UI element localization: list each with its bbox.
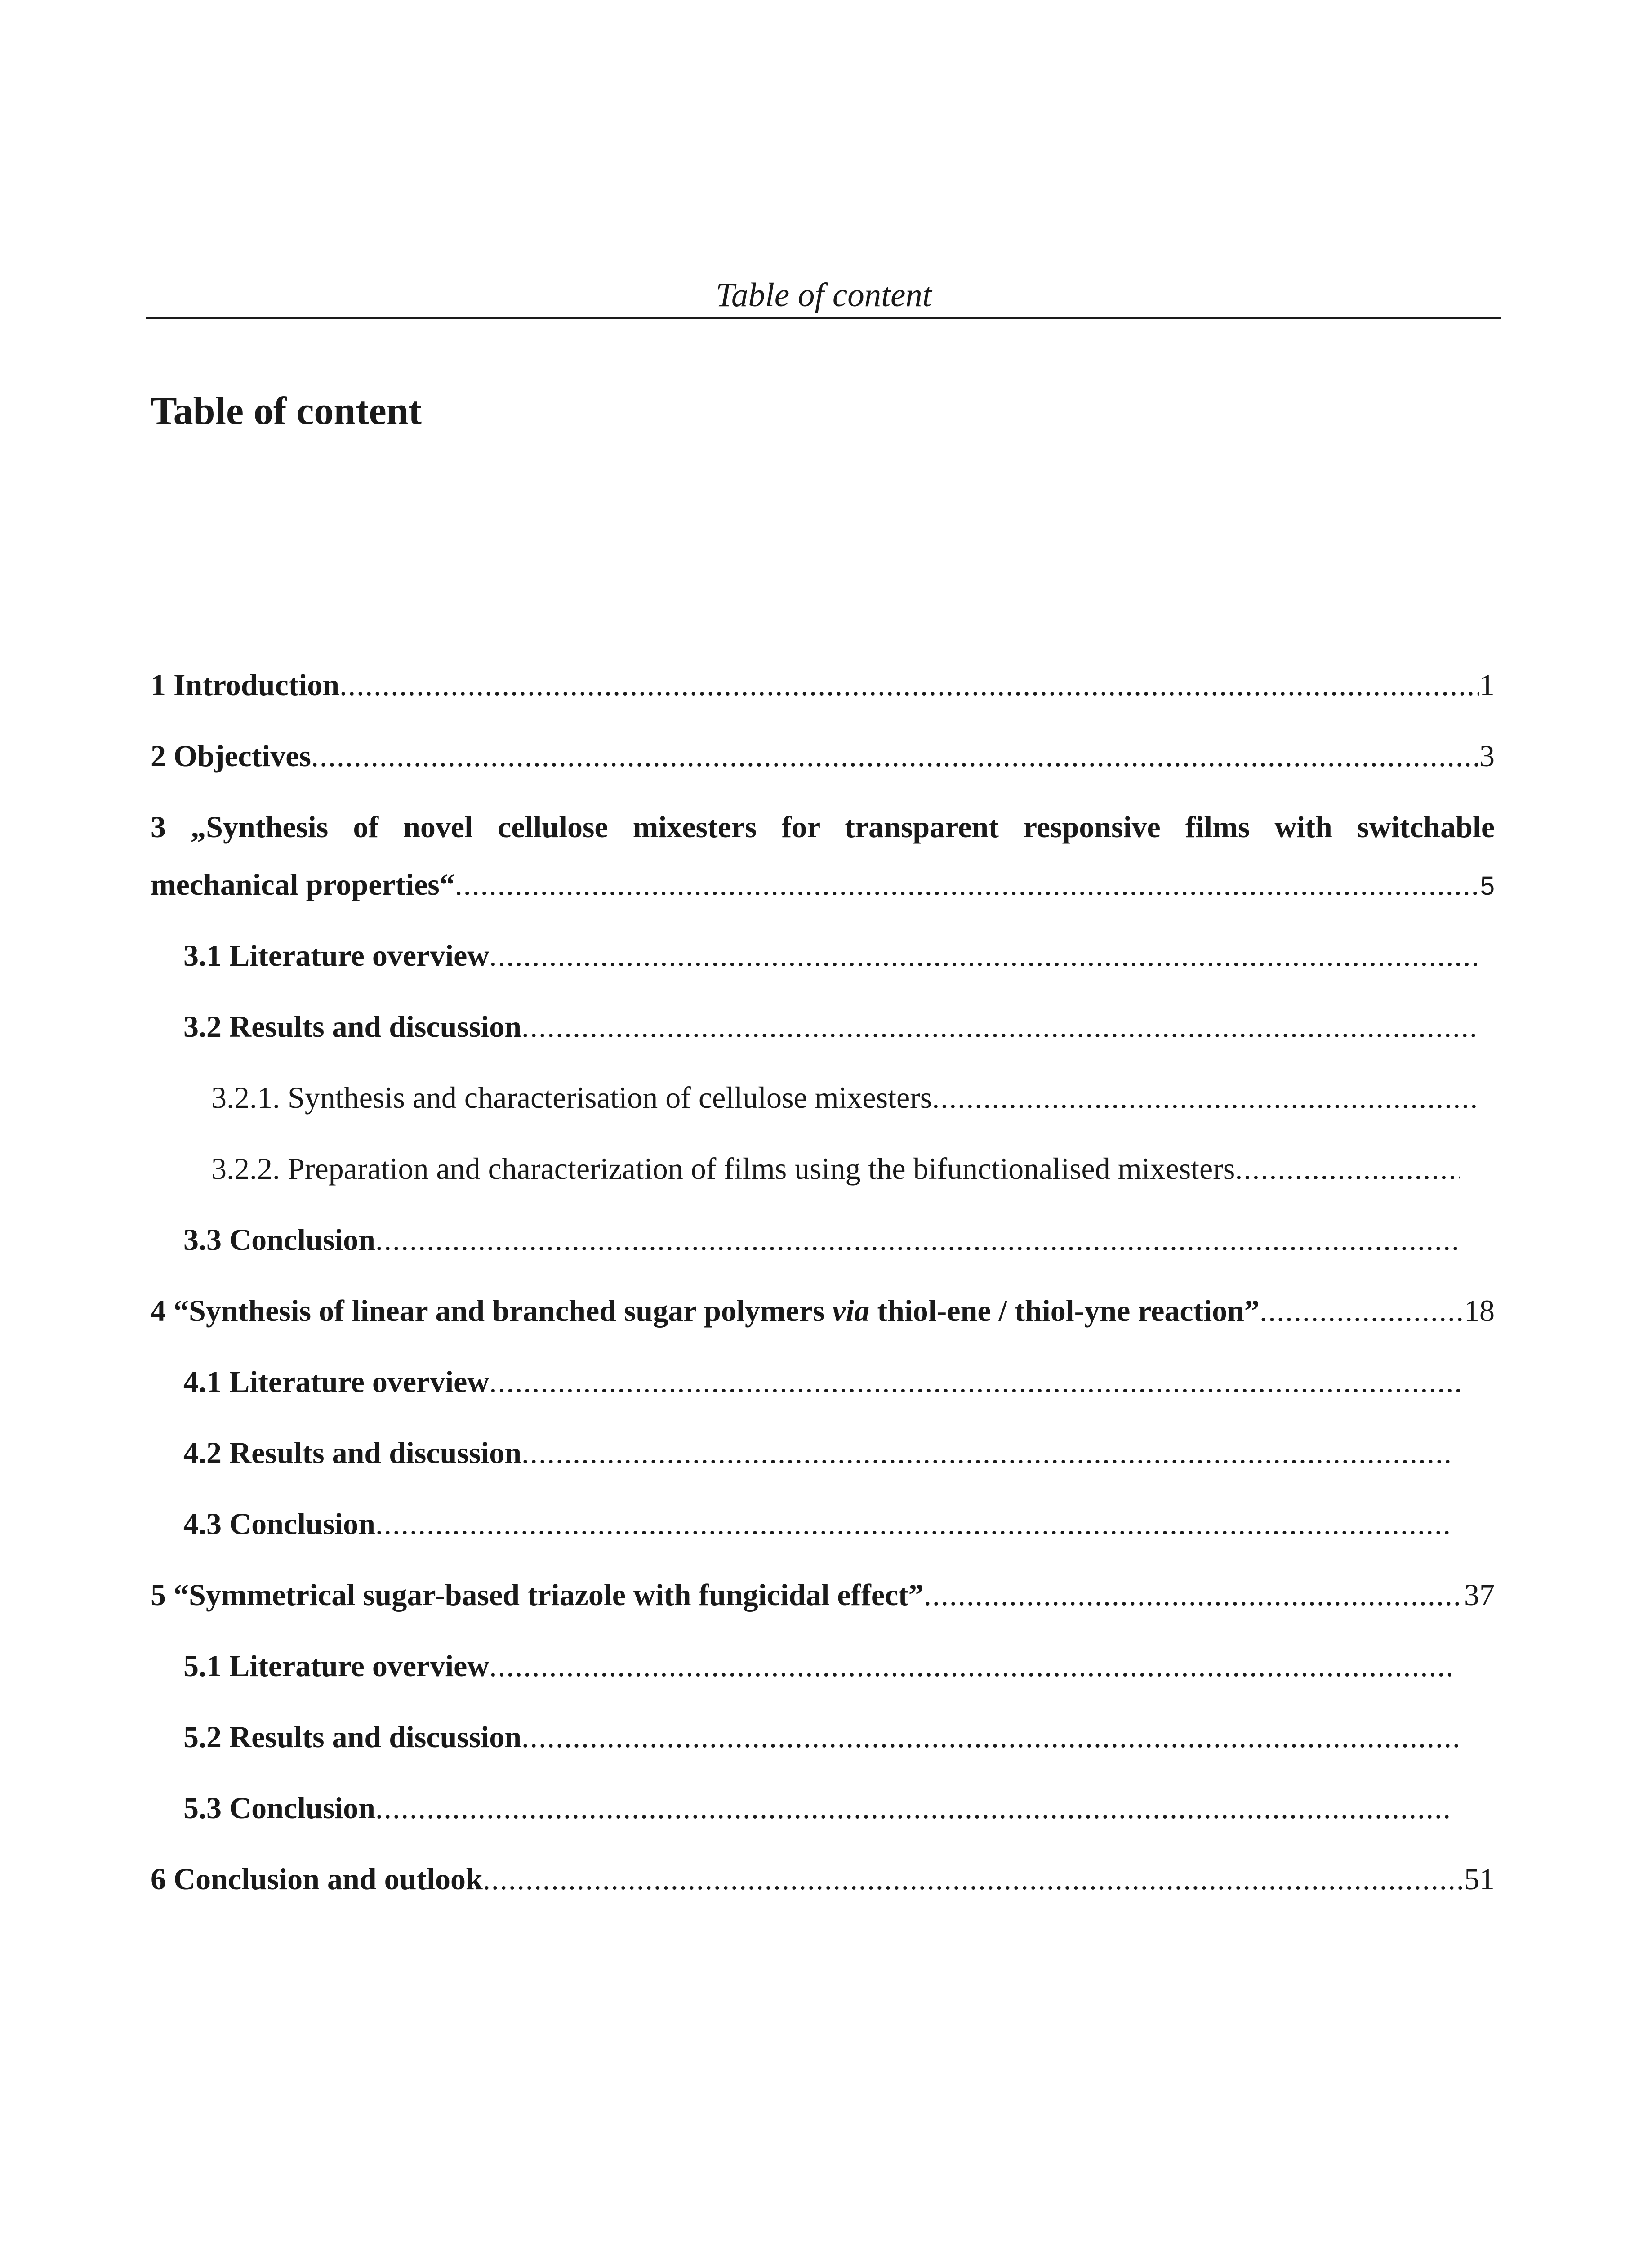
- toc-entry-5-3[interactable]: [183, 1788, 1451, 1828]
- toc-entry-label: 5 “Symmetrical sugar-based triazole with fungicidal effect”: [151, 1578, 924, 1612]
- toc-entry-label: mechanical properties“: [151, 867, 455, 901]
- toc-entry-4-3[interactable]: [183, 1503, 1451, 1544]
- toc-entry-4-2[interactable]: [183, 1432, 1451, 1473]
- toc-page-number: 1: [1479, 668, 1495, 702]
- toc-entry-label: [151, 1290, 1260, 1331]
- running-header: Table of content: [716, 277, 932, 314]
- toc-entry-label: 4.2 Results and discussion: [183, 1436, 522, 1470]
- toc-entry-chapter3-line2[interactable]: [151, 864, 1495, 906]
- toc-leader-dots: [521, 1006, 1478, 1047]
- toc-page-number: 37: [1464, 1578, 1495, 1612]
- toc-entry-label: 3.2 Results and discussion: [183, 1009, 522, 1044]
- toc-entry-label: 5.1 Literature overview: [183, 1649, 490, 1683]
- toc-entry-label-italic: via: [832, 1293, 870, 1328]
- toc-entry-label: 3.1 Literature overview: [183, 938, 490, 972]
- toc-page-number: 18: [1464, 1293, 1495, 1328]
- toc-page-number: 5: [1480, 871, 1495, 901]
- toc-leader-dots: [311, 736, 1479, 776]
- toc-entry-label: 4.1 Literature overview: [183, 1365, 490, 1399]
- toc-leader-dots: [932, 1077, 1478, 1118]
- toc-leader-dots: [924, 1574, 1464, 1615]
- toc-entry-4-1[interactable]: [183, 1361, 1460, 1402]
- toc-entry-conclusion-outlook[interactable]: [151, 1859, 1495, 1899]
- toc-leader-dots: [375, 1219, 1460, 1260]
- toc-leader-dots: [375, 1788, 1451, 1828]
- toc-leader-dots: [455, 864, 1480, 905]
- toc-page-number: 3: [1479, 739, 1495, 773]
- toc-leader-dots: [1260, 1290, 1464, 1331]
- toc-entry-label: 3.2.1. Synthesis and characterisation of cellulose mixesters: [211, 1080, 932, 1115]
- toc-entry-5-2[interactable]: [183, 1717, 1460, 1757]
- toc-entry-label: 5.2 Results and discussion: [183, 1720, 522, 1754]
- toc-leader-dots: [483, 1859, 1464, 1899]
- toc-entry-3-2-2[interactable]: [211, 1148, 1460, 1189]
- page-title: Table of content: [151, 389, 422, 433]
- toc-leader-dots: [489, 935, 1478, 976]
- toc-entry-chapter3-line1[interactable]: 3 „Synthesis of novel cellulose mixesters for transparent responsive films with switchable: [151, 810, 1495, 844]
- toc-leader-dots: [339, 665, 1479, 705]
- toc-entry-5-1[interactable]: [183, 1646, 1451, 1686]
- toc-entry-label-part: 4 “Synthesis of linear and branched sugar polymers: [151, 1293, 833, 1328]
- header-rule: [146, 317, 1501, 319]
- toc-leader-dots: [521, 1432, 1451, 1473]
- toc-entry-label: 3.3 Conclusion: [183, 1222, 375, 1257]
- toc-entry-label: 2 Objectives: [151, 739, 311, 773]
- toc-page-number: 51: [1464, 1862, 1495, 1896]
- toc-leader-dots: [375, 1503, 1451, 1544]
- toc-leader-dots: [1235, 1148, 1460, 1189]
- toc-leader-dots: [521, 1717, 1460, 1757]
- toc-entry-label: 6 Conclusion and outlook: [151, 1862, 483, 1896]
- toc-entry-3-3[interactable]: [183, 1219, 1460, 1260]
- toc-entry-3-2[interactable]: [183, 1006, 1478, 1047]
- toc-entry-chapter4[interactable]: [151, 1290, 1495, 1331]
- toc-entry-label: 5.3 Conclusion: [183, 1791, 375, 1825]
- toc-entry-3-1[interactable]: [183, 935, 1478, 976]
- toc-entry-label: 3.2.2. Preparation and characterization of films using the bifunctionalised mixesters: [211, 1151, 1235, 1186]
- toc-leader-dots: [489, 1646, 1451, 1686]
- toc-entry-label: 1 Introduction: [151, 668, 340, 702]
- toc-entry-3-2-1[interactable]: [211, 1077, 1478, 1118]
- toc-entry-introduction[interactable]: [151, 665, 1495, 705]
- toc-leader-dots: [489, 1361, 1460, 1402]
- toc-entry-label-part: thiol-ene / thiol-yne reaction”: [869, 1293, 1260, 1328]
- toc-entry-objectives[interactable]: [151, 736, 1495, 776]
- toc-entry-chapter5[interactable]: [151, 1574, 1495, 1615]
- toc-entry-label: 4.3 Conclusion: [183, 1507, 375, 1541]
